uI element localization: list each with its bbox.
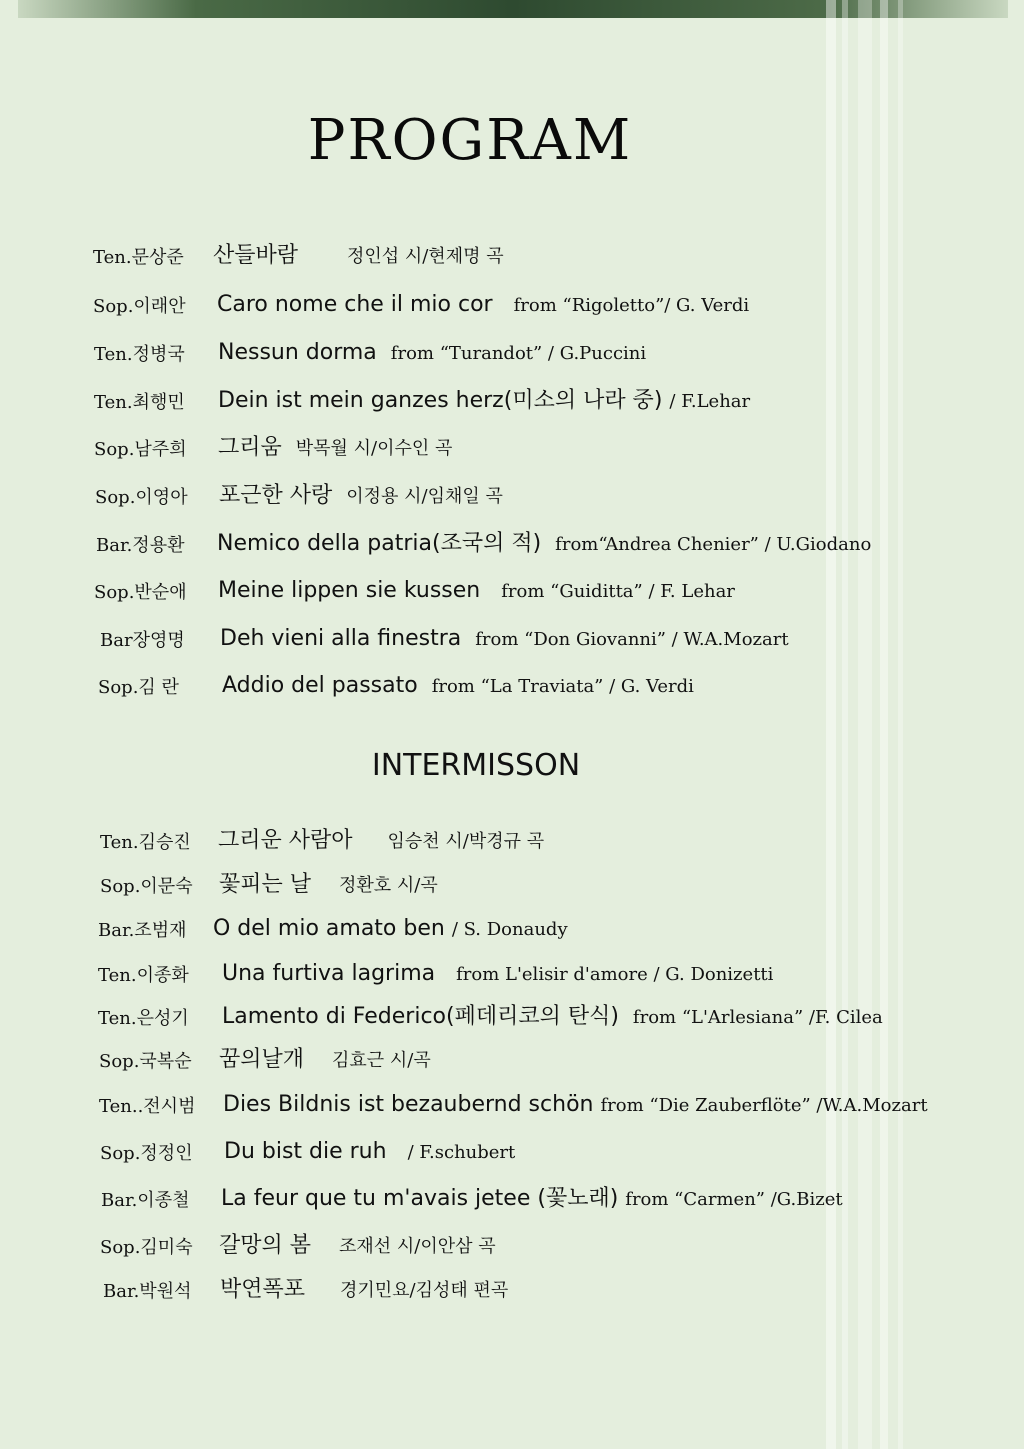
song-title: 갈망의 봄 조재선 시/이안삼 곡 xyxy=(219,1233,496,1258)
performer-name: Ten.은성기 xyxy=(98,1008,189,1029)
song-title: Caro nome che il mio cor from “Rigoletto”/ G. Verdi xyxy=(217,292,750,317)
song-title: Nemico della patria(조국의 적) from“Andrea Chenier” / U.Giodano xyxy=(217,531,872,556)
performer-name: Sop.김 란 xyxy=(98,677,179,698)
performer-name: Bar.조범재 xyxy=(98,920,187,941)
song-title: Deh vieni alla finestra from “Don Giovanni” / W.A.Mozart xyxy=(220,626,789,651)
song-credit: 정인섭 시/현제명 곡 xyxy=(346,246,504,267)
song-credit: 박목월 시/이수인 곡 xyxy=(295,438,453,459)
decorative-stripe xyxy=(898,0,903,1449)
performer-name: Sop.이영아 xyxy=(95,487,188,508)
page-title: PROGRAM xyxy=(307,108,633,173)
song-credit: from “Die Zauberflöte” /W.A.Mozart xyxy=(600,1095,928,1116)
performer-name: Bar.박원석 xyxy=(103,1281,192,1302)
song-title: 그리운 사람아 임승천 시/박경규 곡 xyxy=(218,828,545,853)
song-credit: 경기민요/김성태 편곡 xyxy=(339,1280,509,1301)
performer-name: Ten.최행민 xyxy=(94,392,185,413)
performer-name: Sop.남주희 xyxy=(94,439,187,460)
song-credit: from “Don Giovanni” / W.A.Mozart xyxy=(475,629,789,650)
song-title: 산들바람 정인섭 시/현제명 곡 xyxy=(213,243,504,268)
performer-name: Sop.정정인 xyxy=(100,1143,193,1164)
song-title: O del mio amato ben / S. Donaudy xyxy=(213,916,568,941)
decorative-stripe xyxy=(842,0,848,1449)
song-credit: / F.schubert xyxy=(407,1142,516,1163)
song-credit: from “Carmen” /G.Bizet xyxy=(625,1189,843,1210)
performer-name: Bar장영명 xyxy=(100,630,185,651)
song-title: Du bist die ruh / F.schubert xyxy=(224,1139,516,1164)
song-title: Addio del passato from “La Traviata” / G. Verdi xyxy=(222,673,694,698)
song-credit: / S. Donaudy xyxy=(451,919,568,940)
performer-name: Ten.이종화 xyxy=(98,965,189,986)
decorative-stripe xyxy=(858,0,872,1449)
song-credit: 조재선 시/이안삼 곡 xyxy=(339,1236,496,1257)
song-title: La feur que tu m'avais jetee (꽃노래) from “Carmen” /G.Bizet xyxy=(221,1186,843,1211)
song-credit: 정환호 시/곡 xyxy=(339,875,438,896)
song-title: Dies Bildnis ist bezaubernd schön from “Die Zauberflöte” /W.A.Mozart xyxy=(223,1092,928,1117)
song-title: 꽃피는 날 정환호 시/곡 xyxy=(219,872,438,897)
performer-name: Ten.정병국 xyxy=(94,344,185,365)
song-credit: from“Andrea Chenier” / U.Giodano xyxy=(555,534,872,555)
song-title: Una furtiva lagrima from L'elisir d'amore / G. Donizetti xyxy=(222,961,774,986)
performer-name: Sop.국복순 xyxy=(99,1051,192,1072)
song-credit: from “Guiditta” / F. Lehar xyxy=(501,581,735,602)
song-credit: 임승천 시/박경규 곡 xyxy=(387,831,545,852)
performer-name: Sop.김미숙 xyxy=(100,1237,193,1258)
performer-name: Ten.김승진 xyxy=(100,832,191,853)
performer-name: Bar.이종철 xyxy=(101,1190,190,1211)
song-credit: 이정용 시/임채일 곡 xyxy=(346,486,503,507)
song-credit: from “La Traviata” / G. Verdi xyxy=(431,676,694,697)
song-title: 꿈의날개 김효근 시/곡 xyxy=(219,1047,431,1072)
decorative-stripe xyxy=(826,0,836,1449)
song-title: 그리움 박목월 시/이수인 곡 xyxy=(218,435,453,460)
song-title: Nessun dorma from “Turandot” / G.Puccini xyxy=(218,340,647,365)
song-credit: from “Rigoletto”/ G. Verdi xyxy=(513,295,750,316)
song-title: Dein ist mein ganzes herz(미소의 나라 중) / F.Lehar xyxy=(218,388,751,413)
song-credit: from L'elisir d'amore / G. Donizetti xyxy=(456,964,774,985)
song-credit: 김효근 시/곡 xyxy=(332,1050,431,1071)
performer-name: Bar.정용환 xyxy=(96,535,185,556)
song-title: 포근한 사랑 이정용 시/임채일 곡 xyxy=(219,483,503,508)
decorative-stripe xyxy=(880,0,888,1449)
performer-name: Ten..전시범 xyxy=(99,1096,196,1117)
intermission-heading: INTERMISSON xyxy=(371,748,581,783)
song-title: 박연폭포 경기민요/김성태 편곡 xyxy=(220,1277,509,1302)
song-credit: from “L'Arlesiana” /F. Cilea xyxy=(632,1007,883,1028)
song-title: Meine lippen sie kussen from “Guiditta” / F. Lehar xyxy=(218,578,735,603)
performer-name: Sop.이래안 xyxy=(93,296,186,317)
song-credit: from “Turandot” / G.Puccini xyxy=(390,343,647,364)
song-title: Lamento di Federico(페데리코의 탄식) from “L'Arlesiana” /F. Cilea xyxy=(222,1004,883,1029)
performer-name: Sop.반순애 xyxy=(94,582,187,603)
performer-name: Sop.이문숙 xyxy=(100,876,193,897)
song-credit: / F.Lehar xyxy=(669,391,751,412)
performer-name: Ten.문상준 xyxy=(93,247,184,268)
